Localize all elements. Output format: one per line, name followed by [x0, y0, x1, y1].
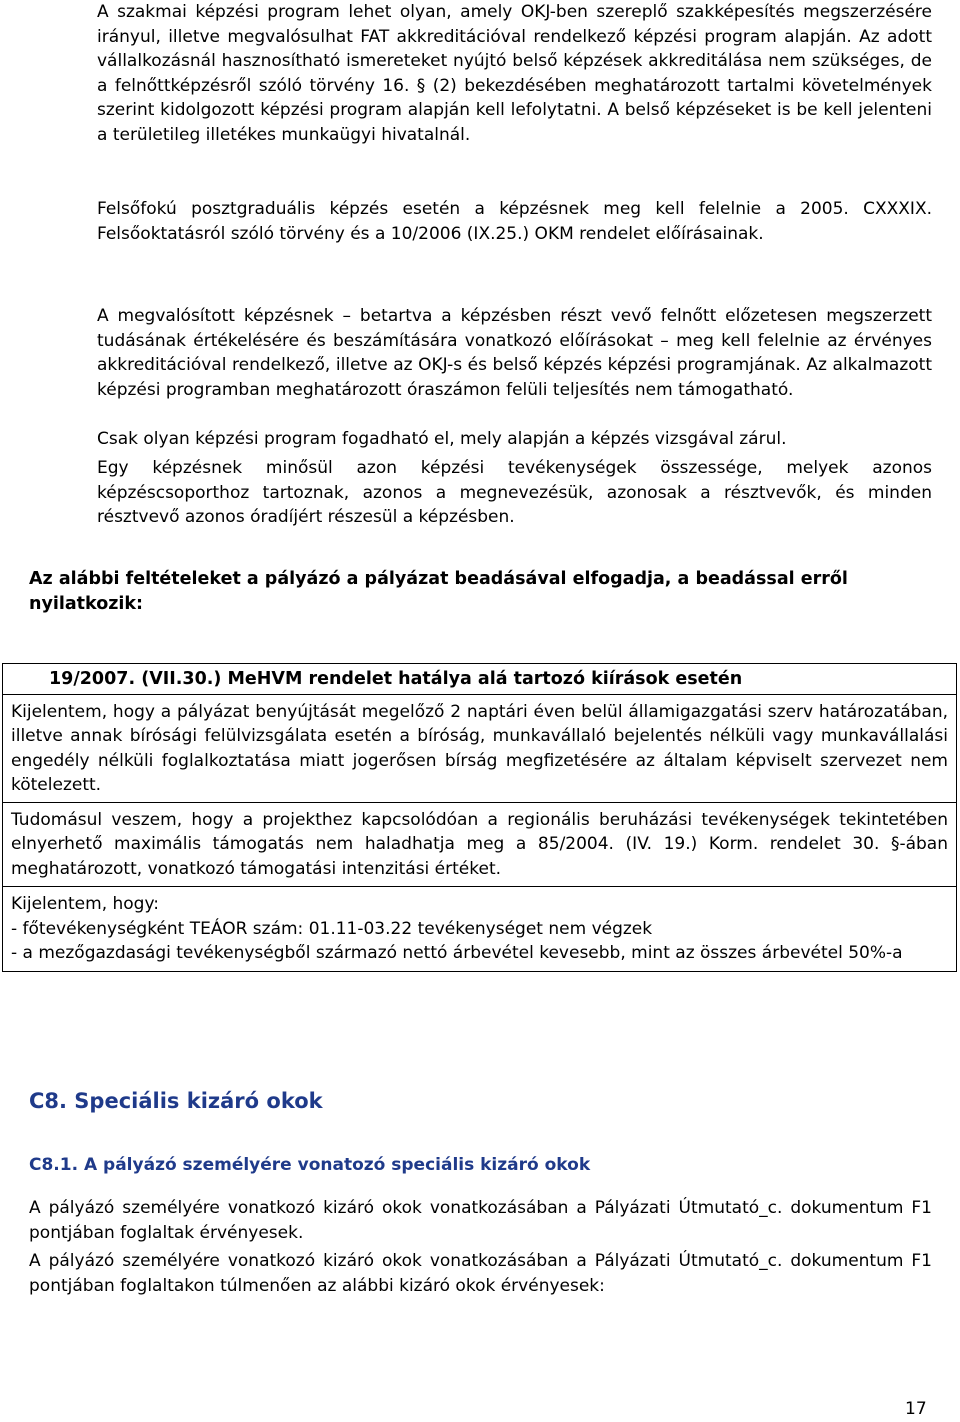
page-number: 17 [905, 1399, 927, 1419]
declaration-item-2: - a mezőgazdasági tevékenységből származó nettó árbevétel kevesebb, mint az összes árbevétel 50%-a [11, 943, 903, 963]
section-subtitle: C8.1. A pályázó személyére vonatozó speciális kizáró okok [29, 1155, 591, 1175]
intro-paragraph-2: Felsőfokú posztgraduális képzés esetén a képzésnek meg kell felelnie a 2005. CXXXIX. Felsőoktatásról szóló törvény és a 10/2006 (IX.25.) OKM rendelet előírásainak. [97, 199, 932, 244]
declaration-text-1: Kijelentem, hogy a pályázat benyújtását megelőző 2 naptári éven belül államigazgatási szerv határozatában, illetve annak bírósági felülvizsgálata esetén a bíróság, munkavállaló bejelentés nélküli vagy munkavállalási engedély nélküli foglalkoztatása miatt jogerősen bírság megfizetésére az általam képviselt szervezet nem kötelezett. [11, 701, 948, 795]
table-row [3, 695, 956, 803]
table-row [3, 887, 956, 971]
conditions-heading: Az alábbi feltételeket a pályázó a pályázat beadásával elfogadja, a beadással erről nyilatkozik: [29, 569, 848, 614]
declaration-text-2: Tudomásul veszem, hogy a projekthez kapcsolódóan a regionális beruházási tevékenységek tekintetében elnyerhető maximális támogatás nem haladhatja meg a 85/2004. (IV. 19.) Korm. rendelet 30. §-ában meghatározott, vonatkozó támogatási intenzitási értéket. [11, 809, 948, 879]
table-row [3, 803, 956, 888]
intro-paragraph-5: Egy képzésnek minősül azon képzési tevékenységek összessége, melyek azonos képzéscsoporthoz tartoznak, azonos a megnevezésük, azonosak a résztvevők, és minden résztvevő azonos óradíjért részesül a képzésben. [97, 458, 932, 527]
section-title: C8. Speciális kizáró okok [29, 1089, 323, 1113]
declaration-table [2, 663, 957, 972]
declaration-item-1: - főtevékenységként TEÁOR szám: 01.11-03.22 tevékenységet nem végzek [11, 918, 653, 939]
intro-paragraph-1: A szakmai képzési program lehet olyan, amely OKJ-ben szereplő szakképesítés megszerzésére irányul, illetve megvalósulhat FAT akkreditációval rendelkező képzési program alapján. Az adott vállalkozásnál hasznosítható ismereteket nyújtó belső képzések akkreditálása nem szükséges, de a felnőttképzésről szóló törvény 16. § (2) bekezdésében meghatározott tartalmi követelmények szerint kidolgozott képzési program alapján kell lefolytatni. A belső képzéseket is be kell jelenteni a területileg illetékes munkaügyi hivatalnál. [97, 2, 932, 145]
section-paragraph-2: A pályázó személyére vonatkozó kizáró okok vonatkozásában a Pályázati Útmutató_c. dokumentum F1 pontjában foglaltakon túlmenően az alábbi kizáró okok érvényesek: [29, 1251, 932, 1296]
intro-paragraph-4: Csak olyan képzési program fogadható el, mely alapján a képzés vizsgával zárul. [97, 429, 787, 449]
intro-paragraph-3: A megvalósított képzésnek – betartva a képzésben részt vevő felnőtt előzetesen megszerzett tudásának értékelésére és beszámítására vonatkozó előírásokat – meg kell felelnie az érvényes akkreditációval rendelkező, illetve az OKJ-s és belső képzés képzési programjának. Az alkalmazott képzési programban meghatározott óraszámon felüli teljesítés nem támogatható. [97, 306, 932, 400]
table-header: 19/2007. (VII.30.) MeHVM rendelet hatálya alá tartozó kiírások esetén [49, 669, 743, 689]
section-paragraph-1: A pályázó személyére vonatkozó kizáró okok vonatkozásában a Pályázati Útmutató_c. dokumentum F1 pontjában foglaltak érvényesek. [29, 1198, 932, 1243]
table-header-row [3, 664, 956, 695]
declaration-intro: Kijelentem, hogy: [11, 894, 160, 914]
